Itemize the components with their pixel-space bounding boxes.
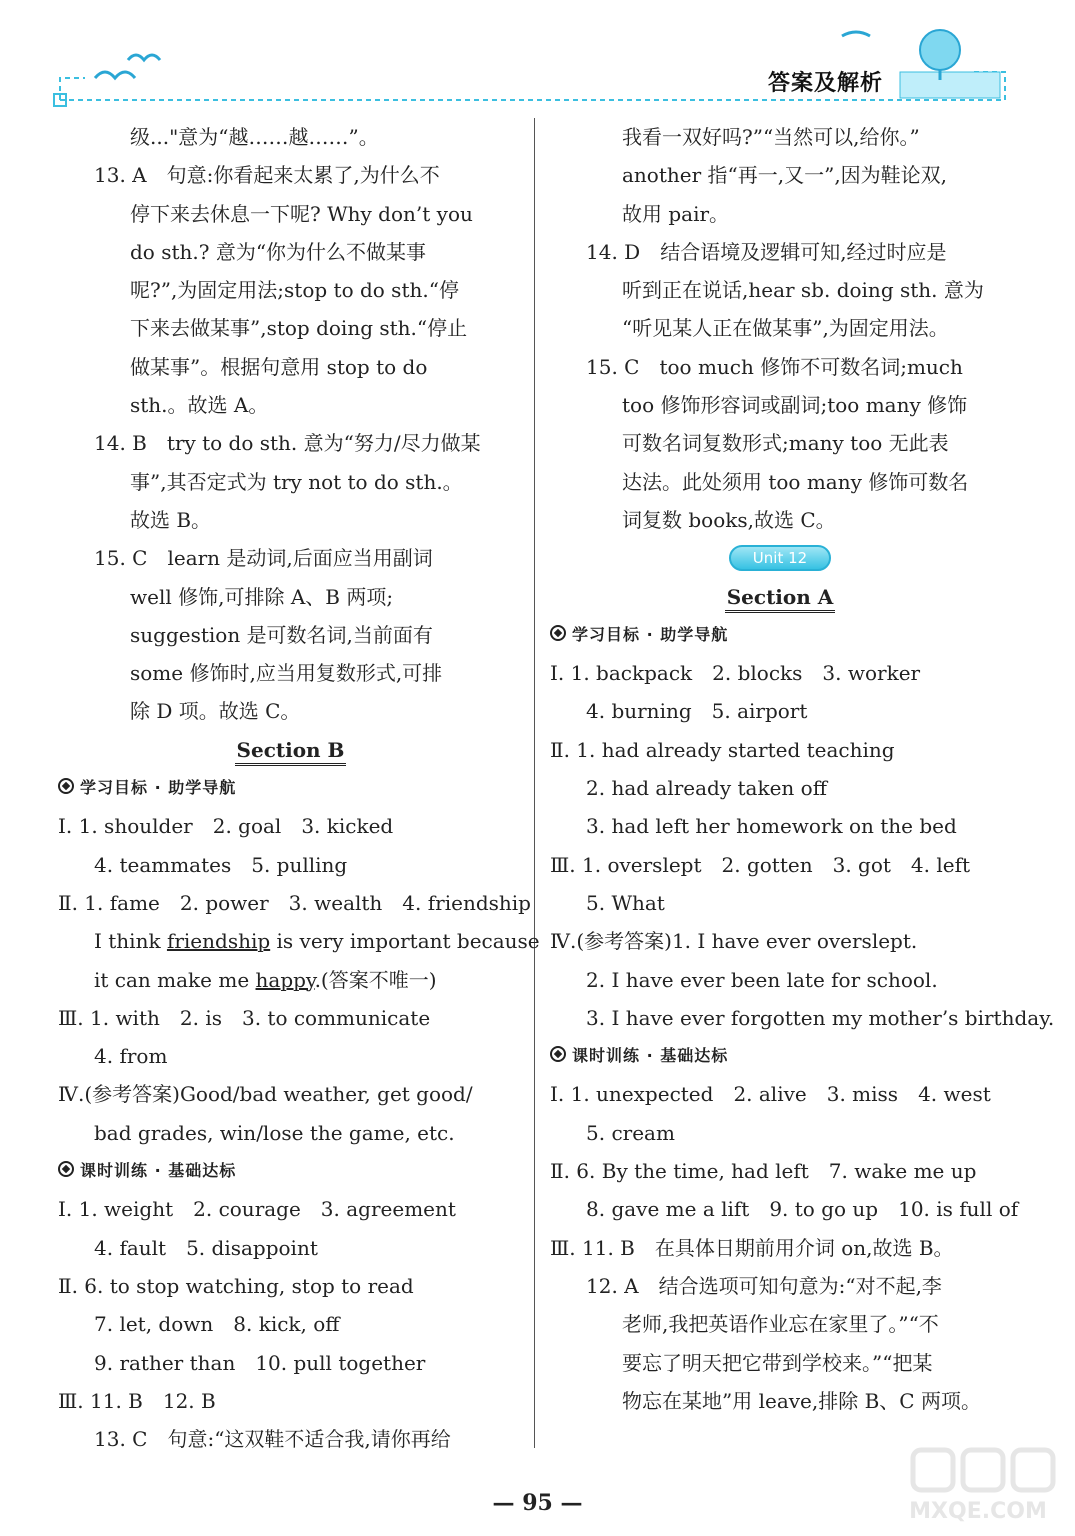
tag-text: 学习目标 · 助学导航 [572, 624, 729, 644]
left-column [58, 118, 540, 1458]
text-line: too 修饰形容词或副词;too many 修饰 [622, 393, 968, 418]
tag-text: 学习目标 · 助学导航 [80, 778, 237, 798]
text-line: 4. burning 5. airport [586, 699, 808, 724]
section-heading [550, 578, 1010, 616]
text-line: 达法。此处须用 too many 修饰可数名 [622, 469, 969, 494]
diamond-icon [550, 1046, 566, 1062]
text-line: Ⅱ. 6. By the time, had left 7. wake me up [550, 1159, 977, 1184]
text-line: 4. from [94, 1044, 168, 1069]
text-line: 停下来去休息一下呢? Why don’t you [130, 201, 473, 226]
column-divider [534, 118, 535, 1448]
text-line: 15. C learn 是动词,后面应当用副词 [94, 546, 433, 571]
tag-text: 课时训练 · 基础达标 [80, 1161, 237, 1181]
text-line: Ⅲ. 11. B 12. B [58, 1388, 216, 1413]
text-line: 做某事”。根据句意用 stop to do [130, 354, 428, 379]
text-line: 级..."意为“越……越……”。 [130, 125, 379, 149]
bird-icon [95, 72, 135, 78]
underlined-word: friendship [166, 929, 271, 954]
text-line: 4. teammates 5. pulling [94, 852, 348, 877]
text-span: it can make me [94, 967, 256, 992]
tag-heading [58, 769, 523, 807]
text-line: 13. C 句意:“这双鞋不适合我,请你再给 [94, 1427, 451, 1452]
text-line: another 指“再一,又一”,因为鞋论双, [622, 163, 948, 188]
text-line: Ⅱ. 1. had already started teaching [550, 737, 895, 762]
section-heading-text: Section B [235, 738, 347, 766]
text-line: 14. D 结合语境及逻辑可知,经过时应是 [586, 239, 947, 264]
header-title: 答案及解析 [767, 71, 883, 96]
globe-icon [920, 30, 960, 70]
text-line: 我看一双好吗?”“当然可以,给你。” [622, 125, 920, 149]
text-line: Ⅲ. 11. B 在具体日期前用介词 on,故选 B。 [550, 1235, 954, 1260]
page-header [0, 0, 1075, 115]
header-decoration [0, 0, 1075, 115]
text-span: .(答案不唯一) [314, 967, 437, 992]
text-line: well 修饰,可排除 A、B 两项; [130, 584, 394, 609]
diamond-icon [58, 778, 74, 794]
text-line: 要忘了明天把它带到学校来。”“把某 [622, 1350, 933, 1375]
text-line: 7. let, down 8. kick, off [94, 1312, 340, 1337]
unit-banner [550, 539, 1010, 577]
text-line: 3. had left her homework on the bed [586, 814, 957, 839]
text-line: Ⅰ. 1. shoulder 2. goal 3. kicked [58, 814, 394, 839]
text-line: 8. gave me a lift 9. to go up 10. is full of [586, 1197, 1019, 1222]
text-line: 3. I have ever forgotten my mother’s birthday. [586, 1005, 1055, 1030]
diamond-icon [58, 1161, 74, 1177]
text-line [58, 922, 540, 960]
text-line: suggestion 是可数名词,当前面有 [130, 622, 433, 647]
text-line: 5. What [586, 890, 665, 915]
text-line: 15. C too much 修饰不可数名词;much [586, 354, 963, 379]
text-line: some 修饰时,应当用复数形式,可排 [130, 661, 443, 686]
text-line: 9. rather than 10. pull together [94, 1350, 426, 1375]
text-line: 听到正在说话,hear sb. doing sth. 意为 [622, 278, 984, 303]
text-line: 下来去做某事”,stop doing sth.“停止 [130, 316, 468, 341]
unit-label: Unit 12 [729, 545, 831, 571]
page-number: — 95 — [492, 1490, 583, 1516]
text-line: Ⅳ.(参考答案)1. I have ever overslept. [550, 929, 918, 954]
right-column [550, 118, 1055, 1420]
text-line: Ⅰ. 1. backpack 2. blocks 3. worker [550, 661, 921, 686]
tag-heading [58, 1152, 523, 1190]
tag-text: 课时训练 · 基础达标 [572, 1046, 729, 1066]
text-line: 12. A 结合选项可知句意为:“对不起,李 [586, 1273, 942, 1298]
underlined-word: happy [255, 967, 315, 992]
text-line [58, 961, 523, 999]
section-heading-text: Section A [725, 585, 836, 613]
text-line: Ⅰ. 1. unexpected 2. alive 3. miss 4. west [550, 1082, 991, 1107]
text-line: 2. had already taken off [586, 776, 827, 801]
tag-heading [550, 1037, 1010, 1075]
watermark-text: MXQE.COM [909, 1499, 1047, 1524]
text-line: Ⅳ.(参考答案)Good/bad weather, get good/ [58, 1082, 473, 1107]
text-line: do sth.? 意为“你为什么不做某事 [130, 239, 427, 264]
text-line: bad grades, win/lose the game, etc. [94, 1120, 455, 1145]
text-line: 可数名词复数形式;many too 无此表 [622, 431, 949, 456]
text-line: 4. fault 5. disappoint [94, 1235, 318, 1260]
text-span: is very important because [270, 929, 540, 954]
watermark-logo [893, 1446, 1063, 1526]
text-line: 呢?”,为固定用法;stop to do sth.“停 [130, 278, 459, 303]
text-line: 除 D 项。故选 C。 [130, 699, 301, 724]
text-line: Ⅲ. 1. with 2. is 3. to communicate [58, 1005, 431, 1030]
bird-icon [128, 55, 160, 60]
text-span: I think [94, 929, 167, 954]
text-line: 13. A 句意:你看起来太累了,为什么不 [94, 163, 440, 188]
text-line: Ⅲ. 1. overslept 2. gotten 3. got 4. left [550, 852, 971, 877]
text-line: sth.。故选 A。 [130, 393, 269, 418]
text-line: 14. B try to do sth. 意为“努力/尽力做某 [94, 431, 481, 456]
text-line: 词复数 books,故选 C。 [622, 507, 836, 532]
text-line: 故用 pair。 [622, 201, 730, 226]
text-line: Ⅱ. 6. to stop watching, stop to read [58, 1273, 414, 1298]
text-line: Ⅱ. 1. fame 2. power 3. wealth 4. friendship [58, 890, 531, 915]
text-line: “听见某人正在做某事”,为固定用法。 [622, 316, 949, 341]
text-line: 2. I have ever been late for school. [586, 967, 938, 992]
text-line: 物忘在某地”用 leave,排除 B、C 两项。 [622, 1388, 981, 1413]
text-line: 老师,我把英语作业忘在家里了。”“不 [622, 1312, 939, 1337]
text-line: 5. cream [586, 1120, 675, 1145]
text-line: Ⅰ. 1. weight 2. courage 3. agreement [58, 1197, 456, 1222]
text-line: 故选 B。 [130, 507, 212, 532]
tag-heading [550, 616, 1010, 654]
text-line: 事”,其否定式为 try not to do sth.。 [130, 469, 463, 494]
section-heading [58, 731, 523, 769]
diamond-icon [550, 625, 566, 641]
